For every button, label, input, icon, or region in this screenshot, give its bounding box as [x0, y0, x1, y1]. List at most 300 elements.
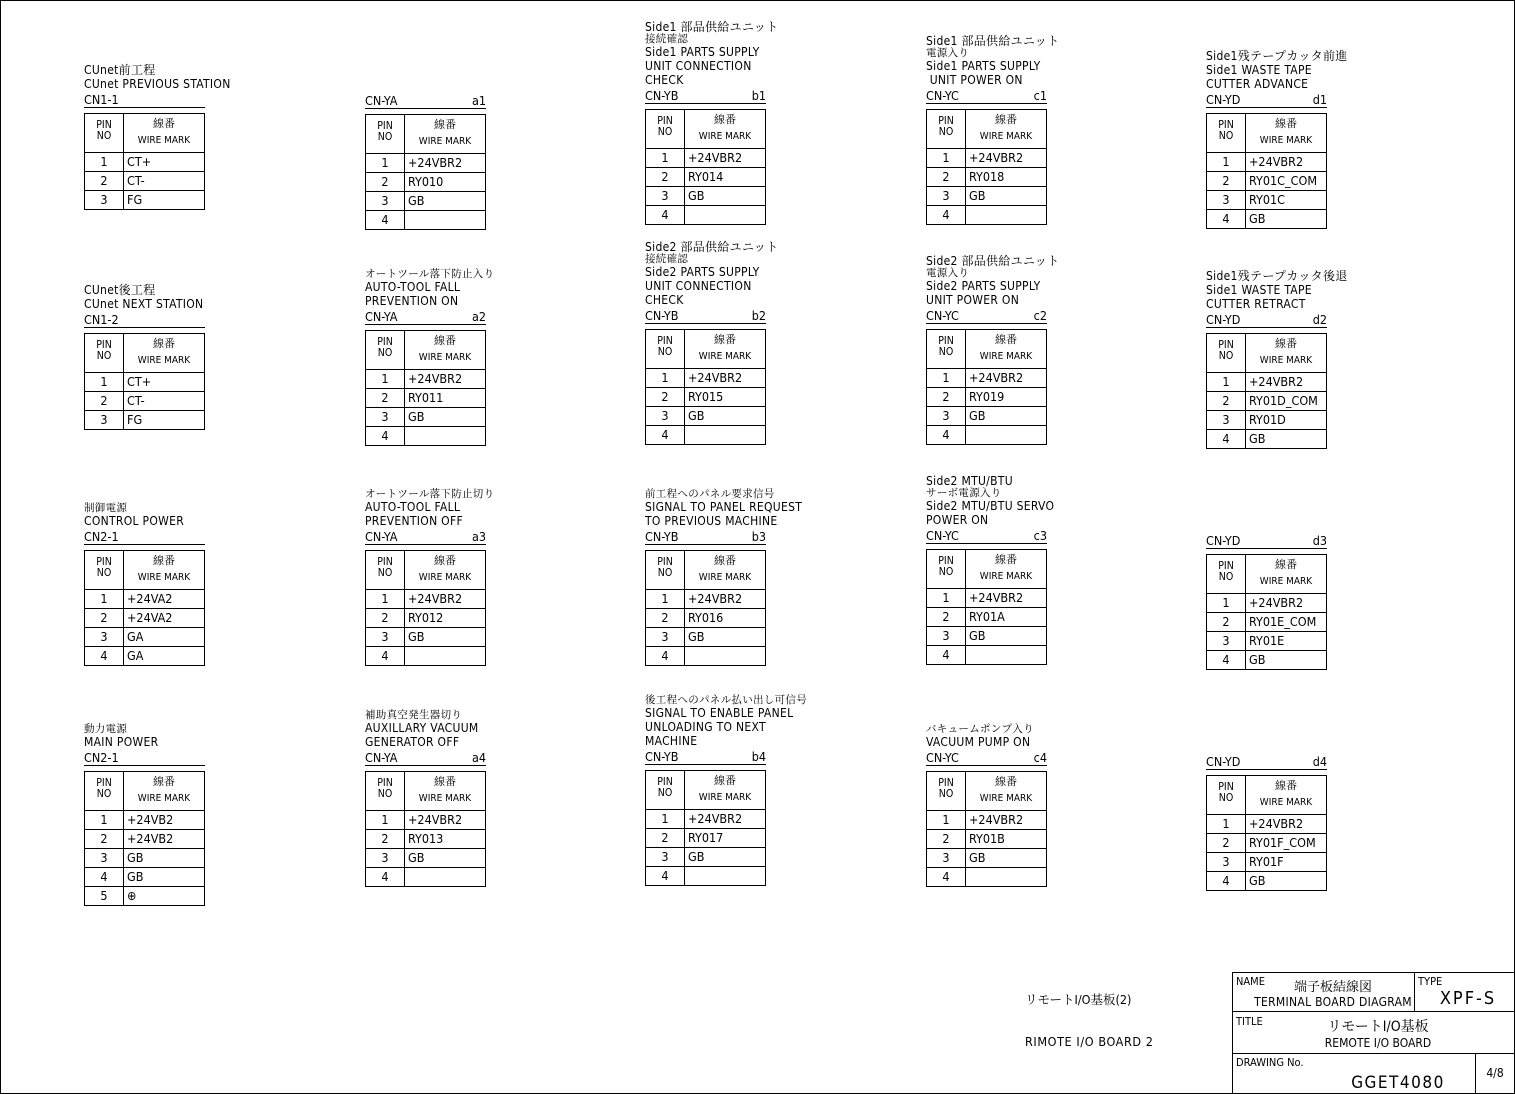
wire-mark-header-jp: 線番	[1275, 779, 1297, 792]
pin-table	[1206, 554, 1327, 670]
pin-no-header	[366, 550, 405, 589]
wire-mark: +24VBR2	[1246, 594, 1327, 613]
heading-line: VACUUM PUMP ON	[926, 735, 1031, 749]
heading-line: UNIT POWER ON	[926, 73, 1023, 87]
wire-mark-header	[1246, 333, 1327, 372]
heading-line: Side1 部品供給ユニット	[645, 19, 779, 34]
heading-line: PREVENTION ON	[365, 293, 459, 308]
wire-mark-header-jp: 線番	[434, 118, 456, 131]
wire-mark-header-en: WIRE MARK	[979, 131, 1033, 142]
no-header-label: NO	[377, 787, 393, 800]
wire-mark-header-jp: 線番	[714, 332, 736, 346]
pin-number: 4	[646, 205, 685, 224]
connector-heading	[926, 474, 1116, 527]
title-label: TITLE	[1236, 1015, 1263, 1028]
heading-line: CONTROL POWER	[84, 514, 185, 528]
pin-table-header	[85, 551, 205, 590]
wire-mark: GB	[1246, 651, 1327, 670]
pin-table	[926, 771, 1047, 887]
table-row	[646, 810, 766, 829]
table-row	[1207, 190, 1327, 209]
connector-id: CN-YA	[365, 749, 398, 765]
table-row	[646, 148, 766, 167]
table-row	[646, 406, 766, 425]
wire-mark: GB	[405, 192, 486, 211]
connector-block-cn-yd-d1	[1206, 49, 1396, 229]
pin-table-header	[1207, 776, 1327, 815]
table-row	[1207, 152, 1327, 171]
table-row	[927, 426, 1047, 445]
table-row	[927, 608, 1047, 627]
table-row	[646, 848, 766, 867]
connector-code: a3	[471, 528, 486, 544]
pin-table	[645, 109, 766, 225]
no-header-label: NO	[96, 567, 112, 579]
type-label: TYPE	[1418, 975, 1443, 988]
pin-table-header	[366, 330, 486, 369]
pin-number: 2	[1207, 834, 1246, 853]
table-row	[927, 407, 1047, 426]
wire-mark: +24VBR2	[405, 589, 486, 608]
pin-number: 2	[1207, 171, 1246, 190]
pin-number: 4	[927, 426, 966, 445]
wire-mark: GB	[966, 849, 1047, 868]
pin-number: 1	[85, 153, 124, 172]
connector-id: CN-YB	[645, 87, 679, 103]
connector-id-row	[645, 750, 766, 765]
heading-line: 動力電源	[84, 723, 128, 735]
pin-header-label: PIN	[377, 120, 393, 132]
wire-mark: +24VA2	[124, 609, 205, 628]
connector-block-cn-ya-a3	[365, 489, 555, 666]
pin-table	[365, 114, 486, 230]
pin-table-header	[646, 550, 766, 589]
wire-mark: GB	[124, 868, 205, 887]
table-row	[366, 154, 486, 173]
pin-table	[645, 329, 766, 445]
wire-mark	[685, 646, 766, 665]
wire-mark: +24VBR2	[966, 589, 1047, 608]
wire-mark: GB	[405, 627, 486, 646]
pin-no-header	[85, 334, 124, 373]
table-row	[366, 848, 486, 867]
connector-code: c4	[1033, 750, 1047, 765]
pin-no-header	[646, 550, 685, 589]
pin-number: 2	[85, 172, 124, 191]
heading-line: UNLOADING TO NEXT	[645, 720, 766, 734]
connector-heading	[84, 724, 274, 749]
connector-heading	[84, 283, 274, 311]
wire-mark: RY011	[405, 388, 486, 407]
pin-number: 4	[646, 646, 685, 665]
wire-mark: RY014	[685, 167, 766, 186]
table-row	[366, 388, 486, 407]
no-header-label: NO	[96, 350, 112, 362]
connector-block-cn-yd-d2	[1206, 269, 1396, 449]
wire-mark: FG	[124, 411, 205, 430]
heading-line: Side1 WASTE TAPE	[1206, 62, 1312, 77]
pin-header-label: PIN	[1218, 338, 1234, 351]
table-row	[927, 627, 1047, 646]
wire-mark-header-en: WIRE MARK	[1259, 797, 1313, 808]
connector-id-row	[84, 93, 205, 108]
table-row	[1207, 651, 1327, 670]
wire-mark-header-en: WIRE MARK	[137, 572, 191, 583]
table-row	[927, 849, 1047, 868]
pin-number: 1	[85, 811, 124, 830]
wire-mark-header-en: WIRE MARK	[698, 350, 752, 362]
no-header-label: NO	[657, 787, 673, 799]
heading-line: オートツール落下防止入り	[365, 267, 495, 280]
wire-mark-header-jp: 線番	[1275, 336, 1297, 350]
pin-number: 4	[927, 646, 966, 665]
heading-line: 接続確認	[645, 252, 689, 265]
heading-line: MAIN POWER	[84, 735, 159, 749]
title-block	[1232, 972, 1515, 1094]
wire-mark	[685, 205, 766, 224]
pin-header-label: PIN	[96, 339, 112, 351]
connector-id: CN-YD	[1206, 754, 1241, 769]
heading-line: UNIT CONNECTION	[645, 58, 752, 73]
table-row	[85, 811, 205, 830]
table-row	[646, 186, 766, 205]
heading-line: AUTO-TOOL FALL	[365, 279, 461, 294]
pin-number: 4	[927, 206, 966, 225]
wire-mark: +24VBR2	[966, 811, 1047, 830]
wire-mark-header-en: WIRE MARK	[1259, 134, 1313, 146]
wire-mark: +24VBR2	[1246, 372, 1327, 391]
connector-block-cn-yb-b3	[645, 489, 835, 666]
wire-mark: GB	[1246, 872, 1327, 891]
connector-code: b4	[751, 749, 766, 764]
pin-table	[84, 771, 205, 906]
table-row	[927, 149, 1047, 168]
connector-block-cn-yc-c1	[926, 34, 1116, 225]
connector-heading	[645, 489, 835, 528]
connector-id: CN-YD	[1206, 91, 1241, 107]
table-row	[1207, 632, 1327, 651]
connector-id-row	[84, 313, 205, 328]
wire-mark-header	[124, 114, 205, 153]
wire-mark: GB	[685, 848, 766, 867]
connector-code: b1	[751, 87, 766, 103]
connector-id-row	[926, 529, 1047, 544]
wire-mark: GB	[966, 407, 1047, 426]
table-row	[1207, 429, 1327, 448]
wire-mark-header	[1246, 555, 1327, 594]
wire-mark: GB	[966, 627, 1047, 646]
pin-number: 3	[1207, 410, 1246, 429]
wire-mark-header-jp: 線番	[714, 112, 736, 126]
connector-code: b2	[751, 307, 766, 323]
table-row	[1207, 613, 1327, 632]
heading-line: 電源入り	[926, 47, 970, 59]
pin-number: 2	[85, 609, 124, 628]
wire-mark: ⊕	[124, 887, 205, 906]
wire-mark: RY01A	[966, 608, 1047, 627]
pin-no-header	[646, 109, 685, 148]
wire-mark-header	[124, 772, 205, 811]
table-row	[1207, 872, 1327, 891]
wire-mark-header-jp: 線番	[1275, 558, 1297, 571]
wire-mark: GB	[685, 627, 766, 646]
name-jp: 端子板結線図	[1293, 980, 1372, 995]
pin-number: 1	[366, 589, 405, 608]
wire-mark-header-en: WIRE MARK	[418, 571, 472, 583]
connector-block-cn-yb-b1	[645, 20, 835, 225]
pin-number: 2	[1207, 613, 1246, 632]
wire-mark-header-en: WIRE MARK	[418, 351, 472, 363]
heading-line: GENERATOR OFF	[365, 734, 460, 749]
wire-mark-header	[685, 771, 766, 810]
connector-id-row	[365, 530, 486, 545]
pin-table-header	[1207, 555, 1327, 594]
no-header-label: NO	[96, 130, 112, 142]
pin-table-header	[1207, 113, 1327, 152]
pin-number: 3	[927, 849, 966, 868]
wire-mark: GB	[685, 406, 766, 425]
table-row	[366, 810, 486, 829]
table-row	[1207, 372, 1327, 391]
pin-header-label: PIN	[657, 555, 673, 568]
no-header-label: NO	[1218, 571, 1234, 583]
table-row	[927, 589, 1047, 608]
pin-table	[1206, 113, 1327, 229]
wire-mark-header-en: WIRE MARK	[979, 793, 1033, 804]
pin-number: 1	[646, 368, 685, 387]
wire-mark	[966, 426, 1047, 445]
pin-number: 3	[85, 411, 124, 430]
pin-number: 1	[927, 369, 966, 388]
pin-header-label: PIN	[377, 776, 393, 789]
pin-number: 3	[927, 627, 966, 646]
table-row	[1207, 410, 1327, 429]
pin-no-header	[927, 110, 966, 149]
heading-line: Side1残テープカッタ前進	[1206, 48, 1348, 63]
pin-header-label: PIN	[938, 777, 954, 789]
connector-heading	[365, 269, 555, 308]
pin-number: 4	[85, 868, 124, 887]
table-row	[366, 407, 486, 426]
connector-id: CN1-1	[84, 92, 119, 107]
pin-number: 4	[927, 868, 966, 887]
wire-mark: CT+	[124, 153, 205, 172]
table-row	[927, 388, 1047, 407]
pin-number: 3	[366, 848, 405, 867]
table-row	[646, 425, 766, 444]
connector-heading	[645, 695, 835, 748]
table-row	[646, 829, 766, 848]
wire-mark-header-jp: 線番	[995, 113, 1017, 126]
connector-id: CN1-2	[84, 312, 119, 327]
table-row	[646, 867, 766, 886]
connector-id: CN2-1	[84, 529, 119, 544]
no-header-label: NO	[96, 788, 112, 800]
wire-mark-header-en: WIRE MARK	[1259, 576, 1313, 587]
pin-number: 2	[366, 173, 405, 192]
wire-mark-header-en: WIRE MARK	[1259, 354, 1313, 366]
pin-header-label: PIN	[1218, 560, 1234, 572]
pin-table-header	[85, 334, 205, 373]
connector-block-cn-yd-d3	[1206, 532, 1396, 670]
pin-number: 3	[1207, 632, 1246, 651]
pin-header-label: PIN	[938, 335, 954, 347]
wire-mark	[405, 867, 486, 886]
pin-no-header	[1207, 776, 1246, 815]
wire-mark: CT-	[124, 172, 205, 191]
wire-mark: GB	[405, 407, 486, 426]
wire-mark: GA	[124, 628, 205, 647]
connector-block-cn1-2-1	[84, 283, 274, 430]
no-header-label: NO	[657, 566, 673, 579]
table-row	[927, 206, 1047, 225]
sheet-divider	[1475, 1053, 1476, 1093]
title-block-divider	[1414, 973, 1415, 1011]
pin-number: 1	[927, 589, 966, 608]
no-header-label: NO	[938, 788, 954, 800]
wire-mark: +24VBR2	[685, 148, 766, 167]
wire-mark-header-jp: 線番	[995, 775, 1017, 788]
heading-line: SIGNAL TO PANEL REQUEST	[645, 499, 803, 514]
wire-mark-header-jp: 線番	[153, 337, 175, 350]
pin-table-header	[646, 109, 766, 148]
heading-line: Side2 PARTS SUPPLY	[926, 279, 1041, 293]
table-row	[366, 211, 486, 230]
table-row	[927, 811, 1047, 830]
pin-no-header	[1207, 555, 1246, 594]
pin-number: 1	[1207, 152, 1246, 171]
pin-number: 1	[366, 810, 405, 829]
wire-mark-header-jp: 線番	[153, 554, 175, 567]
heading-line: PREVENTION OFF	[365, 513, 463, 528]
pin-number: 4	[366, 646, 405, 665]
wire-mark: RY010	[405, 173, 486, 192]
wire-mark-header-en: WIRE MARK	[418, 136, 472, 147]
wire-mark: +24VBR2	[685, 368, 766, 387]
wire-mark: RY016	[685, 608, 766, 627]
pin-number: 1	[366, 369, 405, 388]
connector-id-row	[1206, 534, 1327, 549]
wire-mark: +24VBR2	[405, 810, 486, 829]
wire-mark: FG	[124, 191, 205, 210]
heading-line: CHECK	[645, 292, 684, 307]
connector-id-row	[645, 530, 766, 545]
connector-heading	[1206, 269, 1396, 311]
pin-number: 4	[1207, 209, 1246, 228]
pin-number: 4	[646, 425, 685, 444]
heading-line: CHECK	[645, 72, 684, 87]
wire-mark: RY01C	[1246, 190, 1327, 209]
wire-mark: +24VBR2	[966, 369, 1047, 388]
table-row	[1207, 594, 1327, 613]
pin-table-header	[646, 329, 766, 368]
table-row	[366, 426, 486, 445]
table-row	[85, 172, 205, 191]
heading-line: 接続確認	[645, 32, 689, 45]
wire-mark-header-jp: 線番	[1275, 116, 1297, 130]
wire-mark-header-en: WIRE MARK	[698, 130, 752, 142]
pin-table-header	[85, 114, 205, 153]
wire-mark	[405, 426, 486, 445]
pin-table	[926, 109, 1047, 225]
wire-mark-header-jp: 線番	[434, 774, 456, 788]
pin-number: 4	[646, 867, 685, 886]
connector-id: CN-YB	[645, 307, 679, 323]
heading-line: オートツール落下防止切り	[365, 487, 495, 500]
connector-id-row	[645, 309, 766, 324]
pin-no-header	[85, 114, 124, 153]
pin-number: 3	[1207, 853, 1246, 872]
wire-mark-header	[405, 115, 486, 154]
pin-number: 1	[1207, 372, 1246, 391]
heading-line: Side2 部品供給ユニット	[645, 239, 779, 254]
heading-line: UNIT POWER ON	[926, 293, 1020, 307]
pin-table-header	[927, 772, 1047, 811]
pin-number: 3	[927, 187, 966, 206]
connector-heading	[926, 724, 1116, 749]
table-row	[927, 646, 1047, 665]
connector-block-cn-yb-b2	[645, 240, 835, 445]
table-row	[85, 647, 205, 666]
drawing-number: GGET4080	[1351, 1073, 1445, 1093]
connector-heading	[926, 254, 1116, 307]
wire-mark-header-en: WIRE MARK	[137, 135, 191, 146]
table-row	[1207, 834, 1327, 853]
pin-table-header	[646, 771, 766, 810]
connector-code: d4	[1312, 754, 1327, 769]
wire-mark-header	[966, 550, 1047, 589]
connector-id: CN-YB	[645, 749, 679, 764]
pin-header-label: PIN	[96, 556, 112, 568]
wire-mark: RY019	[966, 388, 1047, 407]
pin-table-header	[366, 550, 486, 589]
pin-number: 3	[646, 186, 685, 205]
heading-line: 補助真空発生器切り	[365, 708, 463, 721]
pin-no-header	[646, 771, 685, 810]
wire-mark-header-en: WIRE MARK	[418, 792, 472, 804]
pin-number: 3	[927, 407, 966, 426]
pin-table	[84, 333, 205, 430]
no-header-label: NO	[1218, 129, 1234, 142]
heading-line: Side2 部品供給ユニット	[926, 254, 1060, 268]
table-row	[646, 387, 766, 406]
wire-mark: RY01D	[1246, 410, 1327, 429]
table-row	[646, 608, 766, 627]
heading-line: CUTTER RETRACT	[1206, 296, 1306, 311]
wire-mark	[966, 206, 1047, 225]
pin-table	[84, 550, 205, 666]
pin-table-header	[366, 115, 486, 154]
table-row	[85, 392, 205, 411]
wire-mark-header-jp: 線番	[714, 774, 736, 787]
heading-line: AUXILLARY VACUUM	[365, 720, 479, 735]
wire-mark-header	[405, 550, 486, 589]
pin-header-label: PIN	[657, 334, 673, 347]
table-row	[646, 627, 766, 646]
wire-mark: RY012	[405, 608, 486, 627]
connector-id-row	[926, 309, 1047, 324]
name-en: TERMINAL BOARD DIAGRAM	[1254, 995, 1412, 1009]
heading-line: 前工程へのパネル要求信号	[645, 487, 775, 500]
pin-number: 3	[1207, 190, 1246, 209]
connector-code: b3	[751, 528, 766, 544]
pin-number: 1	[85, 590, 124, 609]
pin-table	[1206, 333, 1327, 449]
connector-id: CN-YC	[926, 528, 959, 543]
pin-table	[365, 771, 486, 887]
heading-line: CUnet PREVIOUS STATION	[84, 77, 231, 91]
wire-mark	[405, 646, 486, 665]
